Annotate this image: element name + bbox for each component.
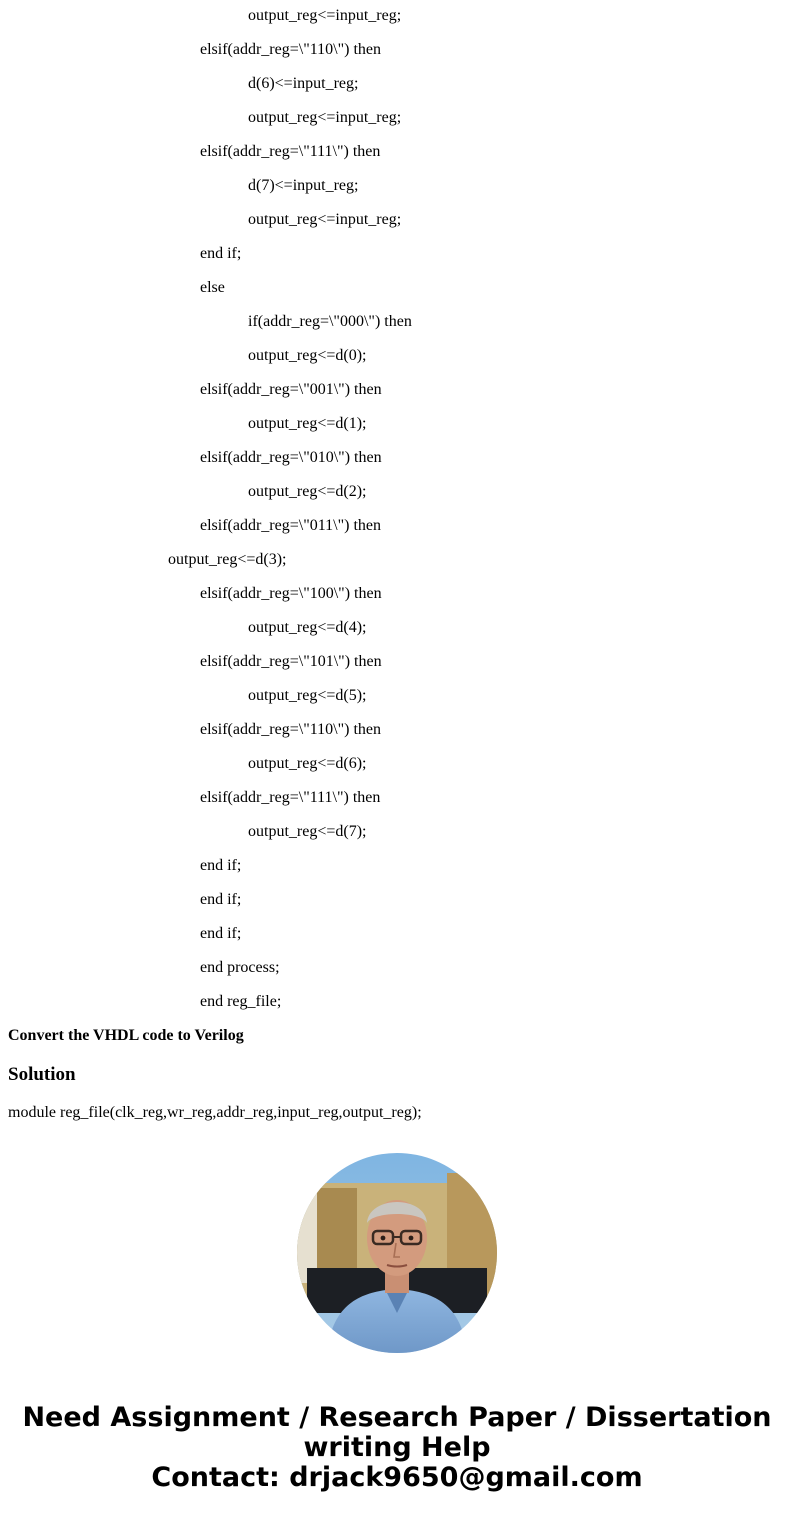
- code-line: d(6)<=input_reg;: [248, 75, 359, 92]
- code-line: output_reg<=d(6);: [248, 755, 367, 772]
- promo-line-2: writing Help: [303, 1432, 491, 1463]
- code-line: elsif(addr_reg=\"101\") then: [200, 653, 382, 670]
- author-photo-icon: [297, 1153, 497, 1353]
- code-line: end if;: [200, 245, 242, 262]
- code-line: output_reg<=d(4);: [248, 619, 367, 636]
- code-line: output_reg<=input_reg;: [248, 109, 402, 126]
- code-line: output_reg<=d(2);: [248, 483, 367, 500]
- code-line: output_reg<=d(1);: [248, 415, 367, 432]
- code-line: output_reg<=d(7);: [248, 823, 367, 840]
- solution-heading: Solution: [8, 1064, 76, 1085]
- promo-line-1: Need Assignment / Research Paper / Dissertation: [22, 1402, 772, 1433]
- code-line: d(7)<=input_reg;: [248, 177, 359, 194]
- code-line: elsif(addr_reg=\"110\") then: [200, 721, 381, 738]
- code-line: output_reg<=input_reg;: [248, 7, 402, 24]
- code-line: end reg_file;: [200, 993, 282, 1010]
- code-line: elsif(addr_reg=\"111\") then: [200, 143, 381, 160]
- code-line: elsif(addr_reg=\"011\") then: [200, 517, 381, 534]
- code-line: output_reg<=d(0);: [248, 347, 367, 364]
- solution-code: module reg_file(clk_reg,wr_reg,addr_reg,input_reg,output_reg);: [8, 1104, 422, 1121]
- code-line: elsif(addr_reg=\"111\") then: [200, 789, 381, 806]
- code-line: elsif(addr_reg=\"100\") then: [200, 585, 382, 602]
- code-line: else: [200, 279, 225, 296]
- promo-banner: [0, 1403, 794, 1493]
- promo-contact: Contact: drjack9650@gmail.com: [151, 1462, 643, 1493]
- code-line: if(addr_reg=\"000\") then: [248, 313, 412, 330]
- code-line: end if;: [200, 857, 242, 874]
- author-avatar: [297, 1153, 497, 1353]
- code-line: elsif(addr_reg=\"001\") then: [200, 381, 382, 398]
- code-line: end if;: [200, 891, 242, 908]
- code-line: output_reg<=d(3);: [168, 551, 287, 568]
- question-text: Convert the VHDL code to Verilog: [8, 1027, 244, 1044]
- code-line: output_reg<=d(5);: [248, 687, 367, 704]
- code-line: elsif(addr_reg=\"110\") then: [200, 41, 381, 58]
- code-line: end process;: [200, 959, 280, 976]
- code-line: end if;: [200, 925, 242, 942]
- code-line: elsif(addr_reg=\"010\") then: [200, 449, 382, 466]
- code-line: output_reg<=input_reg;: [248, 211, 402, 228]
